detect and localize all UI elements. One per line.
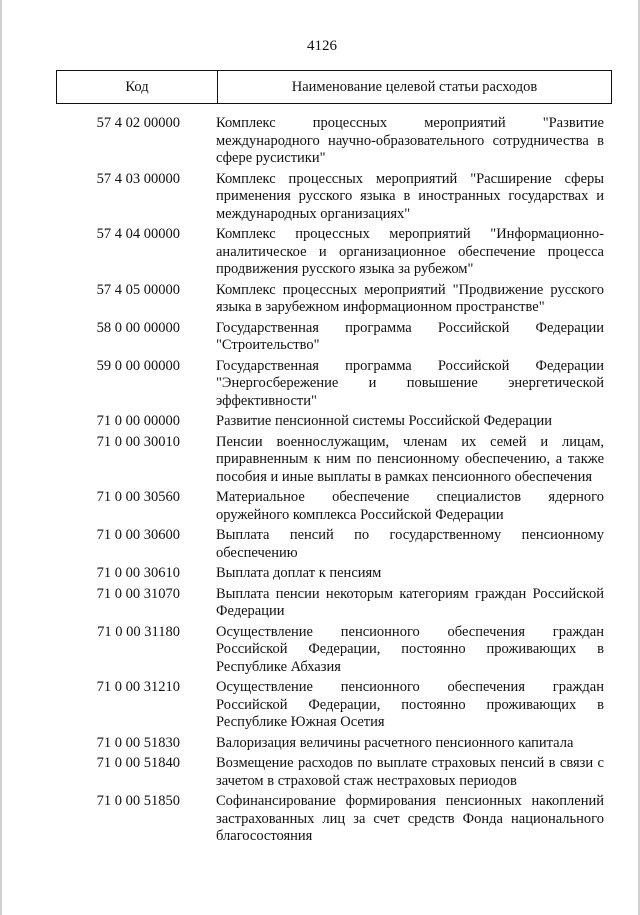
- table-header: [56, 70, 612, 104]
- table-row: [56, 755, 612, 790]
- row-code: 71 0 00 00000: [96, 413, 180, 429]
- row-code: 57 4 04 00000: [96, 226, 180, 242]
- table-row: [56, 171, 612, 224]
- row-code: 71 0 00 51830: [96, 734, 180, 751]
- table-row: [56, 679, 612, 732]
- row-name: Комплекс процессных мероприятий "Информационно-аналитическое и организационное обеспечение процесса продвижения русского языка за рубежом": [216, 226, 604, 277]
- table-body: [56, 115, 612, 849]
- row-code: 71 0 00 31180: [97, 623, 180, 640]
- table-row: [56, 358, 612, 411]
- row-name: Комплекс процессных мероприятий "Продвижение русского языка в зарубежном информационном пространстве": [216, 281, 604, 315]
- table-row: [56, 624, 612, 677]
- row-name: Выплата доплат к пенсиям: [216, 565, 382, 581]
- row-code: 71 0 00 51840: [96, 755, 180, 771]
- table-row: [56, 320, 612, 355]
- table-row: [56, 793, 612, 846]
- row-code: 71 0 00 31070: [96, 585, 180, 602]
- row-name: Комплекс процессных мероприятий "Развитие международного научно-образовательного сотрудничества в сфере русистики": [216, 115, 604, 166]
- row-name: Возмещение расходов по выплате страховых пенсий в связи с зачетом в страховой стаж нестраховых периодов: [216, 755, 604, 789]
- row-name: Валоризация величины расчетного пенсионного капитала: [216, 734, 574, 751]
- table-row: [56, 115, 612, 168]
- row-code: 71 0 00 31210: [96, 679, 180, 695]
- table-row: [56, 735, 612, 753]
- row-code: 71 0 00 51850: [96, 793, 180, 809]
- code-column-header: Код: [57, 71, 218, 103]
- row-name: Софинансирование формирования пенсионных накоплений застрахованных лиц за счет средств Фонда национального благосостояния: [216, 793, 604, 844]
- table-row: [56, 282, 612, 317]
- row-name: Материальное обеспечение специалистов ядерного оружейного комплекса Российской Федерации: [216, 489, 604, 523]
- table-row: [56, 527, 612, 562]
- name-column-header: Наименование целевой статьи расходов: [291, 78, 538, 95]
- row-code: 71 0 00 30600: [96, 527, 180, 543]
- row-code: 71 0 00 30560: [96, 489, 180, 505]
- row-code: 57 4 03 00000: [96, 170, 180, 187]
- table-row: [56, 586, 612, 621]
- row-name: Выплата пенсии некоторым категориям граждан Российской Федерации: [216, 585, 604, 619]
- row-code: 57 4 05 00000: [96, 281, 180, 298]
- row-name: Развитие пенсионной системы Российской Федерации: [216, 413, 553, 429]
- row-code: 59 0 00 00000: [96, 357, 180, 374]
- page-number: 4126: [307, 38, 337, 54]
- row-name: Осуществление пенсионного обеспечения граждан Российской Федерации, постоянно проживающих в Республике Абхазия: [216, 623, 604, 675]
- row-name: Пенсии военнослужащим, членам их семей и лицам, приравненным к ним по пенсионному обеспечению, а также пособия и иные выплаты в рамках пенсионного обеспечения: [216, 433, 604, 485]
- row-code: 58 0 00 00000: [96, 319, 180, 336]
- table-row: [56, 489, 612, 524]
- table-row: [56, 434, 612, 487]
- row-name: Государственная программа Российской Федерации "Строительство": [216, 319, 604, 353]
- row-code: 71 0 00 30610: [96, 565, 180, 581]
- table-row: [56, 565, 612, 583]
- row-name: Осуществление пенсионного обеспечения граждан Российской Федерации, постоянно проживающих в Республике Южная Осетия: [216, 679, 604, 730]
- table-row: [56, 413, 612, 431]
- row-code: 71 0 00 30010: [96, 433, 180, 450]
- row-name: Государственная программа Российской Федерации "Энергосбережение и повышение энергетической эффективности": [216, 357, 604, 409]
- table-row: [56, 226, 612, 279]
- row-code: 57 4 02 00000: [96, 115, 180, 131]
- row-name: Выплата пенсий по государственному пенсионному обеспечению: [216, 527, 604, 561]
- row-name: Комплекс процессных мероприятий "Расширение сферы применения русского языка в иностранных государствах и международных организациях": [216, 170, 604, 222]
